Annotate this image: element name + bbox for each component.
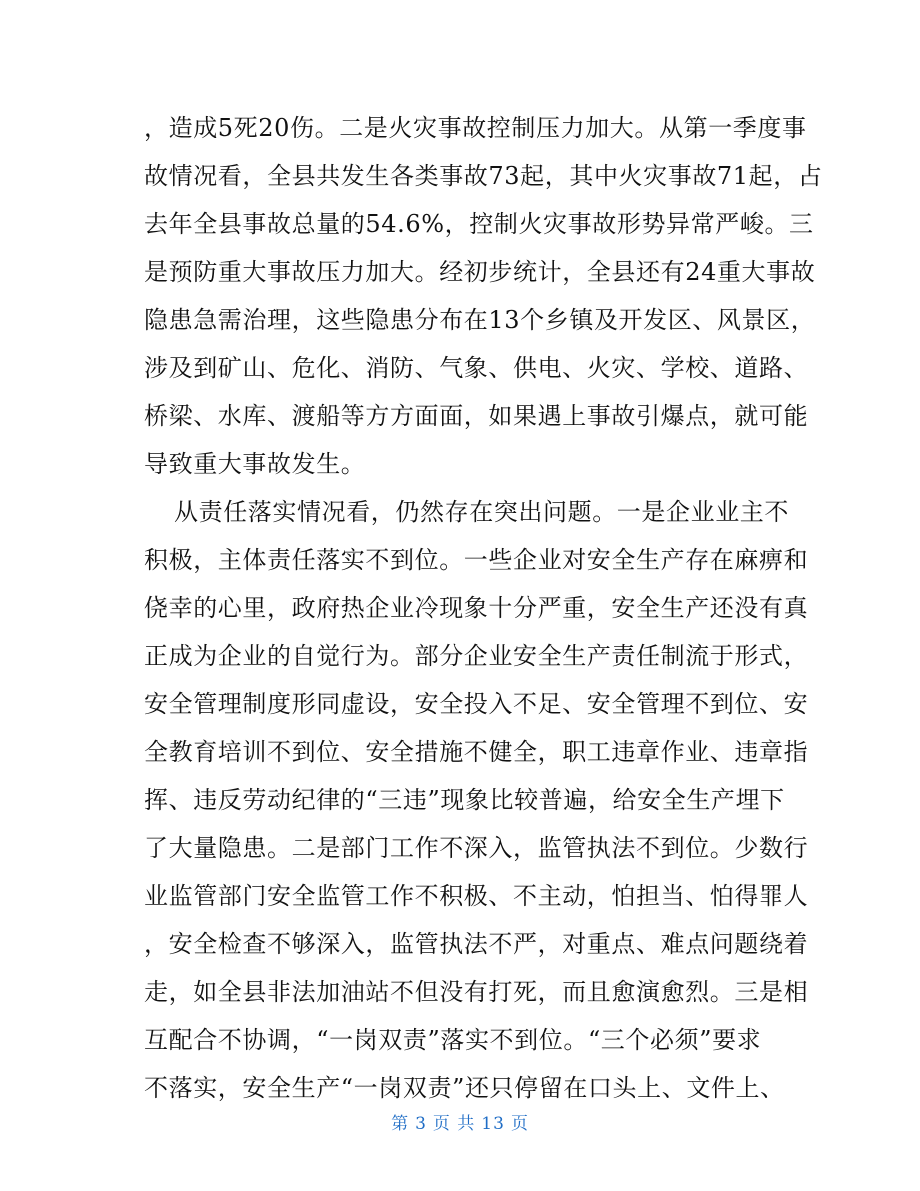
footer-prefix: 第 xyxy=(391,1114,410,1134)
text-line: 业监管部门安全监管工作不积极、不主动，怕担当、怕得罪人 xyxy=(144,882,809,910)
text-line: 故情况看，全县共发生各类事故73起，其中火灾事故71起，占 xyxy=(144,162,823,190)
current-page-number: 3 xyxy=(415,1114,427,1134)
text-line: 导致重大事故发生。 xyxy=(144,450,366,478)
text-line: 了大量隐患。二是部门工作不深入，监管执法不到位。少数行 xyxy=(144,834,809,862)
text-line: 安全管理制度形同虚设，安全投入不足、安全管理不到位、安 xyxy=(144,690,809,718)
text-line: 是预防重大事故压力加大。经初步统计，全县还有24重大事故 xyxy=(144,258,816,286)
text-line: 走，如全县非法加油站不但没有打死，而且愈演愈烈。三是相 xyxy=(144,978,809,1006)
text-line: 侥幸的心里，政府热企业冷现象十分严重，安全生产还没有真 xyxy=(144,594,809,622)
body-text xyxy=(144,104,823,1112)
text-line: 涉及到矿山、危化、消防、气象、供电、火灾、学校、道路、 xyxy=(144,354,809,382)
text-line: 去年全县事故总量的54.6%，控制火灾事故形势异常严峻。三 xyxy=(144,210,814,238)
text-line: 挥、违反劳动纪律的“三违”现象比较普遍，给安全生产埋下 xyxy=(144,786,785,814)
page-number-footer xyxy=(0,1110,920,1138)
paragraph-start-line: 从责任落实情况看，仍然存在突出问题。一是企业业主不 xyxy=(174,498,789,526)
footer-middle: 页 共 xyxy=(432,1114,476,1134)
text-line: 积极，主体责任落实不到位。一些企业对安全生产存在麻痹和 xyxy=(144,546,809,574)
total-page-count: 13 xyxy=(481,1114,505,1134)
text-line: 全教育培训不到位、安全措施不健全，职工违章作业、违章指 xyxy=(144,738,809,766)
text-line: 不落实，安全生产“一岗双责”还只停留在口头上、文件上、 xyxy=(144,1074,785,1102)
text-line: 互配合不协调，“一岗双责”落实不到位。“三个必须”要求 xyxy=(144,1026,762,1054)
text-line: ，造成5死20伤。二是火灾事故控制压力加大。从第一季度事 xyxy=(144,114,807,142)
text-line: 桥梁、水库、渡船等方方面面，如果遇上事故引爆点，就可能 xyxy=(144,402,809,430)
text-line: 隐患急需治理，这些隐患分布在13个乡镇及开发区、风景区， xyxy=(144,306,816,334)
footer-suffix: 页 xyxy=(510,1114,529,1134)
text-line: 正成为企业的自觉行为。部分企业安全生产责任制流于形式， xyxy=(144,642,809,670)
text-line: ，安全检查不够深入，监管执法不严，对重点、难点问题绕着 xyxy=(144,930,809,958)
